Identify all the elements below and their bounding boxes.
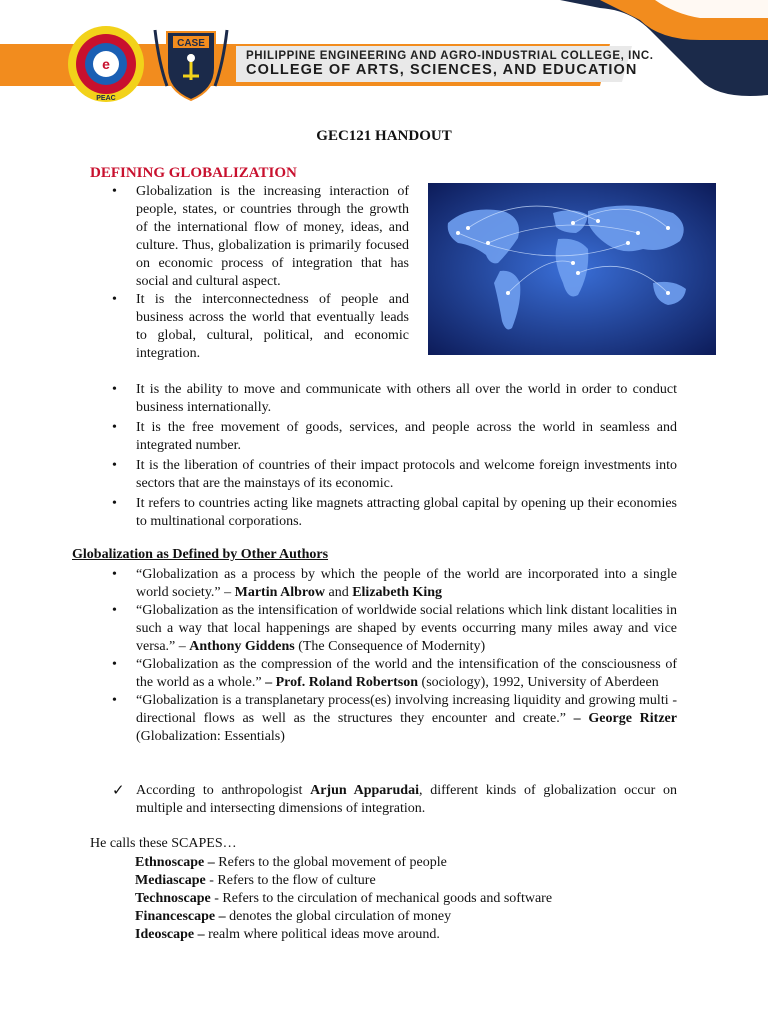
case-shield-logo [145,24,237,104]
check-item-post: , different kinds of globalization occur on multiple and intersecting dimensions of integration. [136,783,677,816]
list-item [109,566,677,602]
list-item: • Globalization is the increasing interaction of people, states, or countries through the growth of the international flow of money, ideas, and culture. Thus, globalization is primarily focused on economic process of integration that has social and cultural aspect. [109,183,409,291]
authors-list [109,566,677,746]
source-text: (The Consequence of Modernity) [294,639,486,654]
quote-text: “Globalization as the compression of the world and the intensification of the consciousness of the world as a whole.” [136,657,677,690]
scape-item [135,890,552,908]
source-text: (Globalization: Essentials) [136,729,285,744]
quote-text: “Globalization as the intensification of worldwide social relations which link distant localities in such a way that local happenings are shaped by events occurring many miles away and vice versa.” – [136,603,677,654]
checkmark-icon: ✓ [112,783,125,799]
scapes-intro: He calls these SCAPES… [90,836,237,851]
case-logo-text: CASE [177,38,205,49]
list-item [109,692,677,746]
author-name: – Prof. Roland Robertson [265,675,419,690]
check-item [109,782,677,818]
author-name: – George Ritzer [573,711,677,726]
quote-text: “Globalization is a transplanetary process(es) involving increasing liquidity and growing multi - directional flows as well as the structures they encounter and create.” [136,693,677,726]
list-item: • It is the interconnectedness of people and business across the world that eventually leads to global, cultural, political, and economic integration. [109,291,409,363]
header [0,0,768,115]
scape-item [135,926,552,944]
scapes-list [135,854,552,944]
world-map-image [428,183,716,355]
list-item: • It is the ability to move and communicate with others all over the world in order to conduct business internationally. [109,381,677,417]
scape-term: Mediascape [135,873,206,888]
quote-text: “Globalization as a process by which the people of the world are incorporated into a single world society.” – [136,567,677,600]
scape-desc: realm where political ideas move around. [204,927,440,942]
scape-item [135,908,552,926]
joiner-text: and [324,585,353,600]
peac-seal-logo [66,24,146,104]
scape-item [135,872,552,890]
author-name: Elizabeth King [352,585,443,600]
authors-heading: Globalization as Defined by Other Authors [72,547,329,562]
author-name: Anthony Giddens [189,639,295,654]
anthropologist-name: Arjun Apparudai [310,783,419,798]
author-name: Martin Albrow [234,585,325,600]
scape-term: Ideoscape – [135,927,205,942]
scape-item [135,854,552,872]
list-item: • It is the liberation of countries of their impact protocols and welcome foreign investments into sectors that are the mainstays of its economic. [109,457,677,493]
scape-term: Technoscape [135,891,211,906]
college-name: PHILIPPINE ENGINEERING AND AGRO-INDUSTRIAL COLLEGE, INC. [246,50,654,62]
check-item-pre: According to anthropologist [136,783,311,798]
list-item: • It refers to countries acting like magnets attracting global capital by opening up their economies to multinational corporations. [109,495,677,531]
scape-term: Ethnoscape – [135,855,215,870]
peac-logo-text: PEAC [96,95,116,102]
list-item [109,656,677,692]
scape-desc: denotes the global circulation of money [225,909,452,924]
scape-term: Financescape – [135,909,226,924]
scape-desc: Refers to the global movement of people [214,855,447,870]
svg-text:e: e [102,56,110,72]
department-name: COLLEGE OF ARTS, SCIENCES, AND EDUCATION [246,62,638,78]
scape-desc: - Refers to the circulation of mechanical goods and software [210,891,553,906]
document-title: GEC121 HANDOUT [316,128,452,144]
scape-desc: - Refers to the flow of culture [205,873,376,888]
definition-list-narrow [109,183,409,363]
list-item: • It is the free movement of goods, services, and people across the world in seamless and integrated number. [109,419,677,455]
section-heading: DEFINING GLOBALIZATION [90,165,297,181]
definition-list-wide [109,381,677,533]
list-item [109,602,677,656]
source-text: (sociology), 1992, University of Aberdeen [418,675,659,690]
